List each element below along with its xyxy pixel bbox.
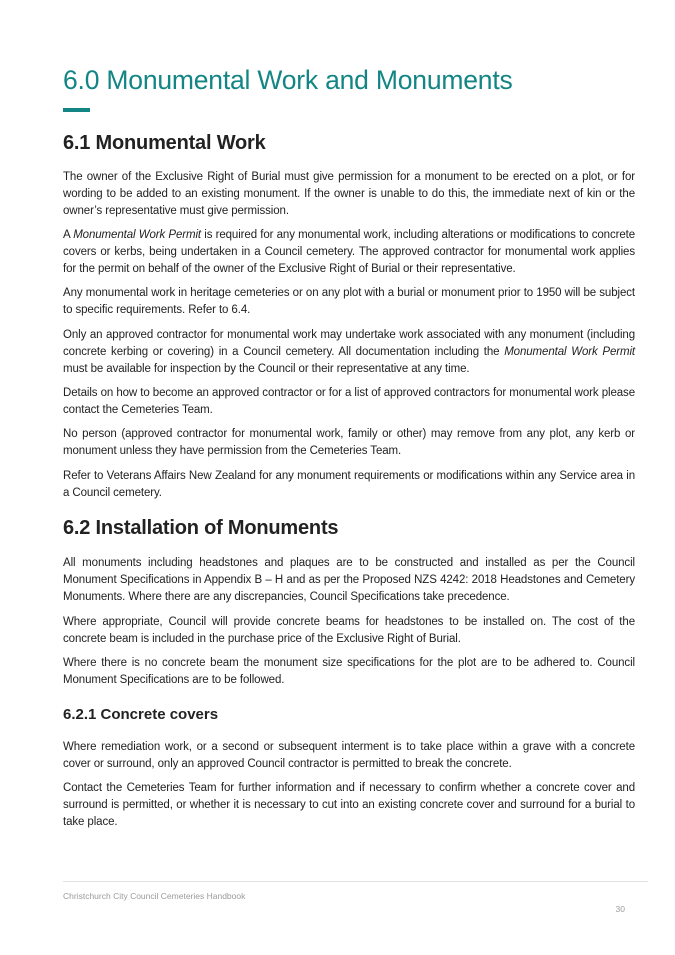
subsection-heading-6-2-1: 6.2.1 Concrete covers [63, 705, 219, 723]
paragraph-text: is required for any monumental work, including alterations or modifications to concrete covers or kerbs, being undertaken in a Council cemetery. The approved contractor for monumental work applies for the permit on behalf of the owner of the Exclusive Right of Burial or their representative. [63, 229, 636, 276]
paragraph: All monuments including headstones and plaques are to be constructed and installed as per the Council Monument Specifications in Appendix B – H and as per the Proposed NZS 4242: 2018 Headstones and Cemetery Monuments. Where there are any discrepancies, Council Specifications take precedence. [63, 557, 635, 604]
title-accent-rule [63, 108, 90, 112]
emphasis-text: Monumental Work Permit [73, 229, 202, 242]
footer-text: Christchurch City Council Cemeteries Handbook [63, 891, 246, 901]
paragraph: Where remediation work, or a second or subsequent interment is to take place within a grave with a concrete cover or surround, only an approved Council contractor is permitted to break the concrete. [63, 740, 635, 770]
paragraph: Details on how to become an approved contractor or for a list of approved contractors for monumental work please contact the Cemeteries Team. [63, 386, 635, 416]
section-heading-6-2: 6.2 Installation of Monuments [63, 517, 339, 540]
paragraph: Where appropriate, Council will provide concrete beams for headstones to be installed on. The cost of the concrete beam is included in the purchase price of the Exclusive Right of Burial. [63, 615, 635, 645]
page-number: 30 [615, 904, 625, 914]
paragraph [63, 327, 635, 378]
paragraph: Refer to Veterans Affairs New Zealand for any monument requirements or modifications within any Service area in a Council cemetery. [63, 469, 635, 499]
page-title: 6.0 Monumental Work and Monuments [63, 65, 513, 95]
paragraph: The owner of the Exclusive Right of Burial must give permission for a monument to be erected on a plot, or for wording to be added to an existing monument. If the owner is unable to do this, the immediate next of kin or the owner’s representative must give permission. [63, 171, 635, 217]
paragraph: Any monumental work in heritage cemeteries or on any plot with a burial or monument prior to 1950 will be subject to specific requirements. Refer to 6.4. [63, 287, 635, 317]
emphasis-text: Monumental Work Permit [504, 345, 635, 358]
paragraph: No person (approved contractor for monumental work, family or other) may remove from any plot, any kerb or monument unless they have permission from the Cemeteries Team. [63, 428, 635, 458]
paragraph-text: Only an approved contractor for monumental work may undertake work associated with any monument (including concrete kerbing or covering) in a Council cemetery. All documentation including the [63, 328, 635, 358]
section-heading-6-1: 6.1 Monumental Work [63, 132, 266, 154]
footer-divider [63, 881, 648, 882]
paragraph [63, 227, 635, 278]
paragraph-text: A [63, 229, 74, 242]
paragraph: Where there is no concrete beam the monument size specifications for the plot are to be adhered to. Council Monument Specifications are to be followed. [63, 656, 635, 686]
paragraph-text: must be available for inspection by the Council or their representative at any time. [63, 362, 470, 375]
paragraph: Contact the Cemeteries Team for further information and if necessary to confirm whether a concrete cover and surround is permitted, or whether it is necessary to cut into an existing concrete cover and surround for a burial to take place. [63, 782, 635, 828]
page-content [63, 62, 635, 831]
